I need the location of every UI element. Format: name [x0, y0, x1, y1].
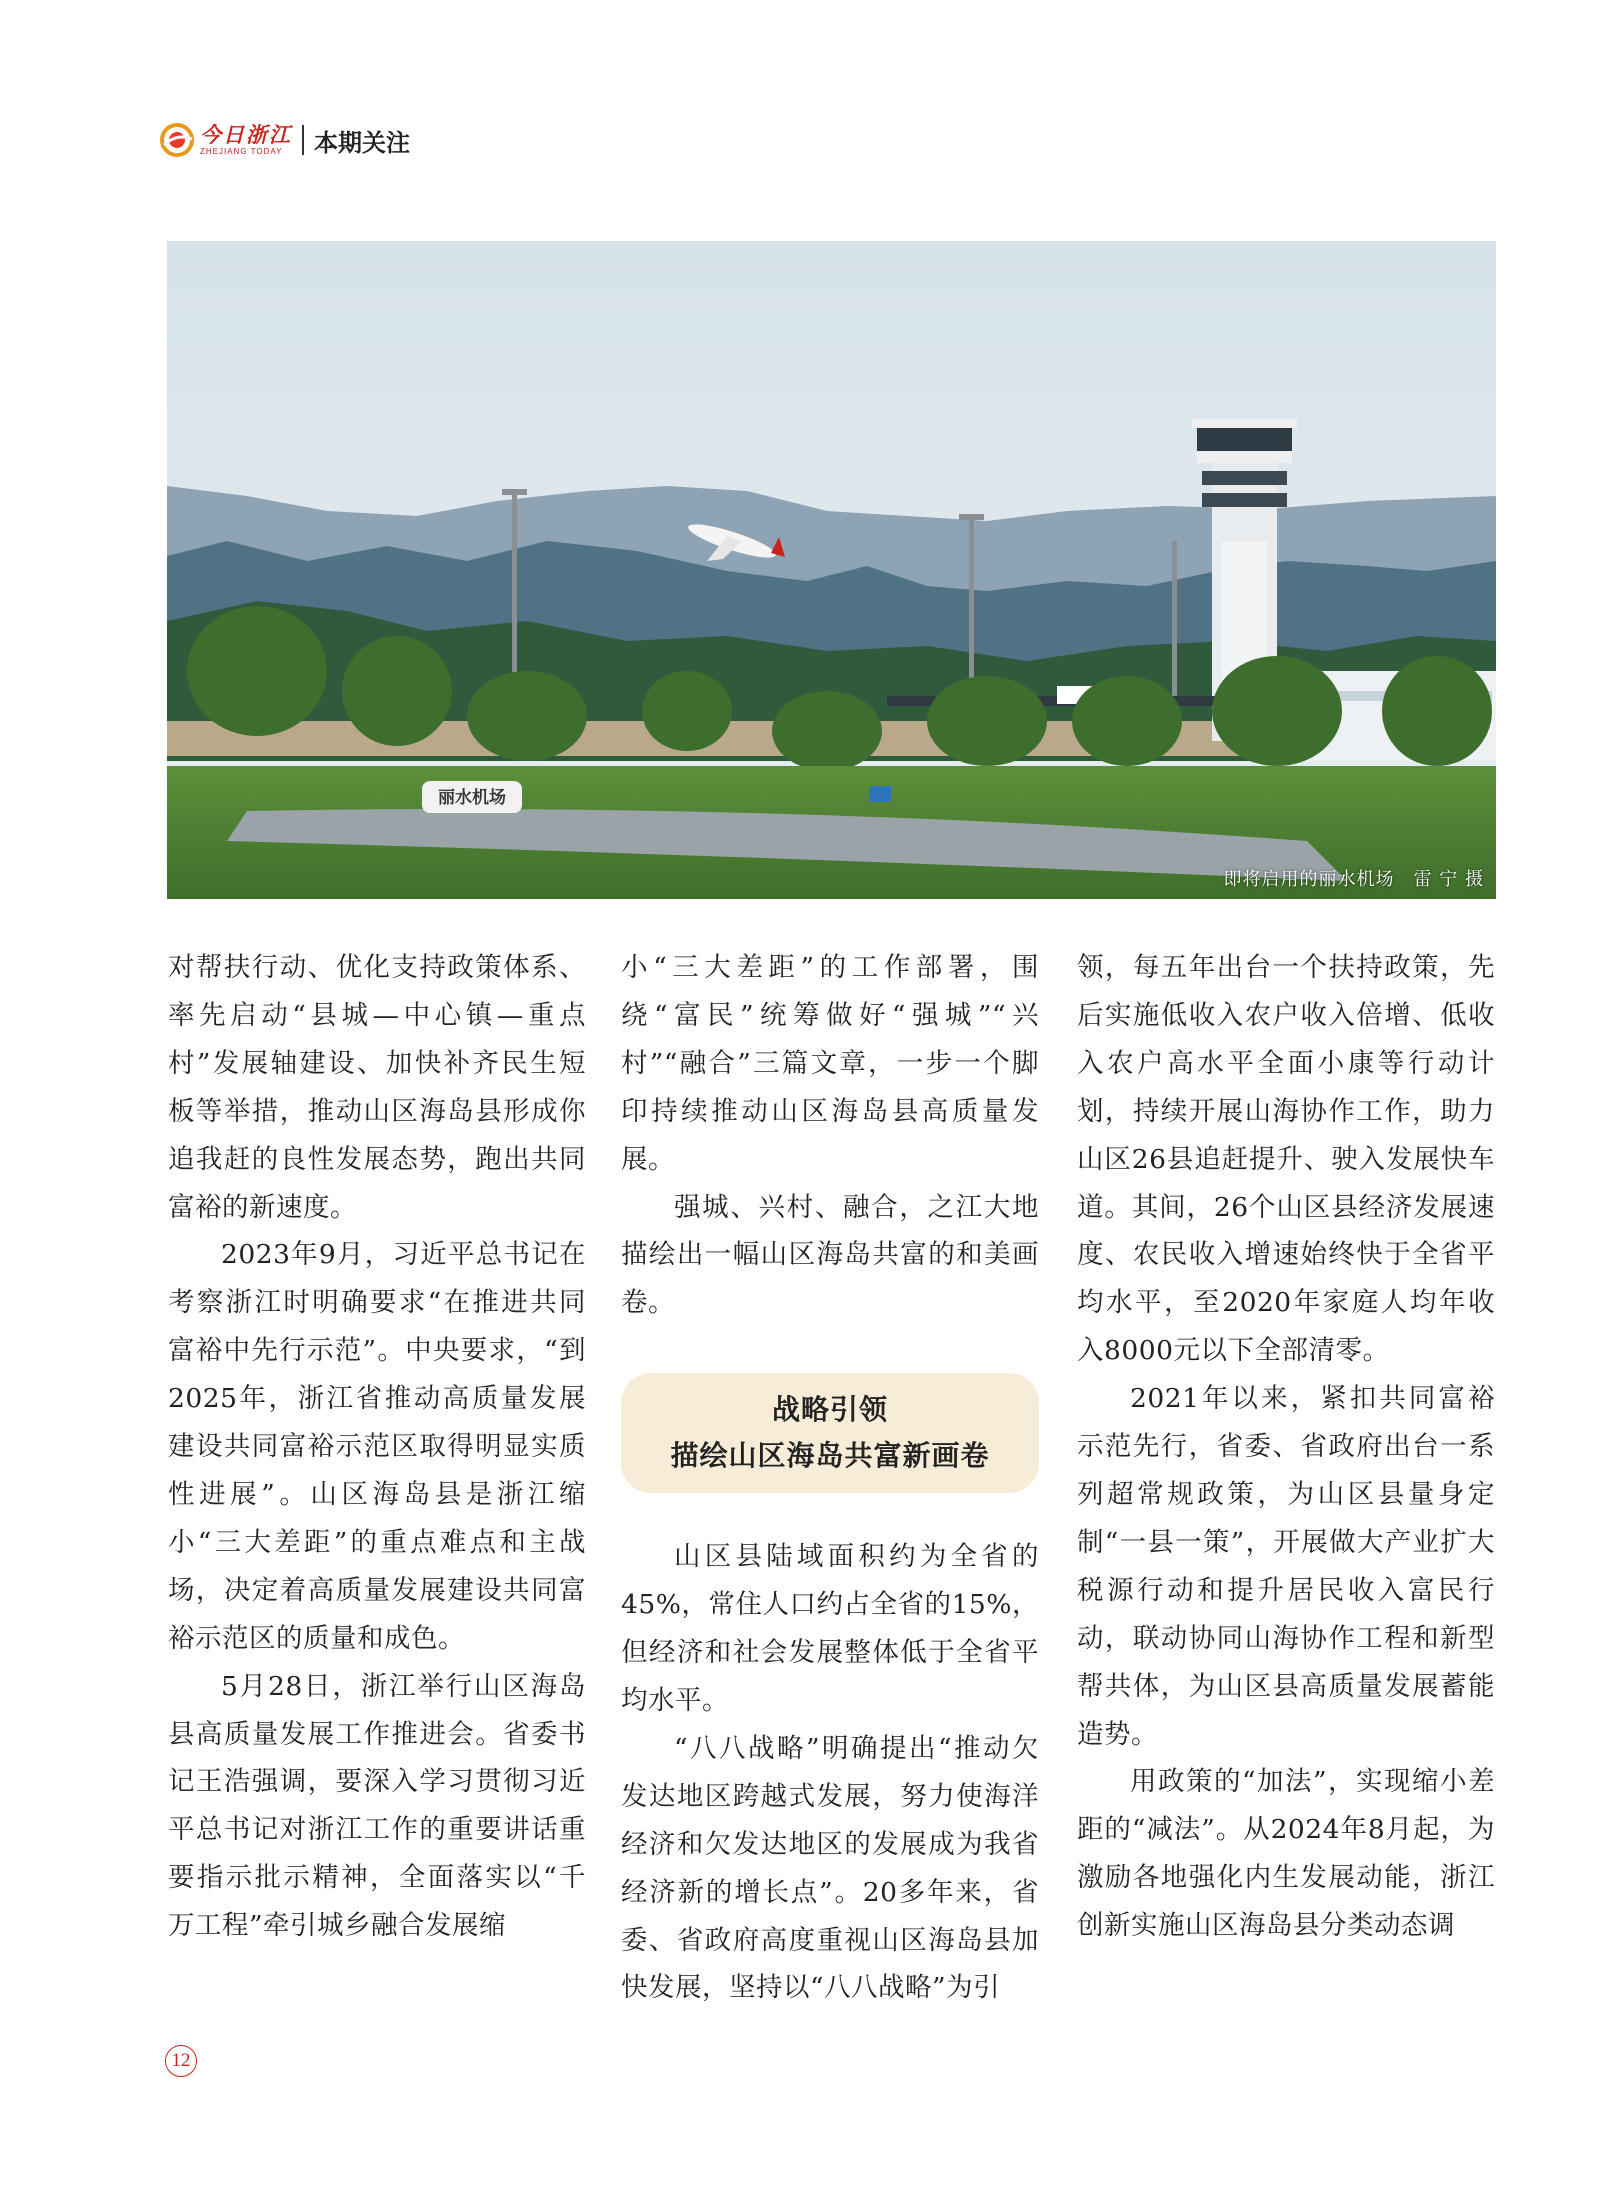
subheading-box: [621, 1373, 1039, 1493]
text-column-1: [168, 944, 586, 1950]
paragraph: 领，每五年出台一个扶持政策，先后实施低收入农户收入倍增、低收入农户高水平全面小康等行动计划，持续开展山海协作工作，助力山区26县追赶提升、驶入发展快车道。其间，26个山区县经济发展速度、农民收入增速始终快于全省平均水平，至2020年家庭人均年收入8000元以下全部清零。: [1077, 952, 1495, 1367]
paragraph: 对帮扶行动、优化支持政策体系、率先启动“县城—中心镇—重点村”发展轴建设、加快补齐民生短板等举措，推动山区海岛县形成你追我赶的良性发展态势，跑出共同富裕的新速度。: [168, 952, 586, 1223]
section-title: 本期关注: [314, 128, 410, 157]
header-divider: [302, 125, 304, 155]
subheading-line-1: 战略引领: [771, 1393, 888, 1427]
logo-icon: [160, 123, 194, 157]
paragraph: “八八战略”明确提出“推动欠发达地区跨越式发展，努力使海洋经济和欠发达地区的发展成为我省经济新的增长点”。20多年来，省委、省政府高度重视山区海岛县加快发展，坚持以“八八战略”为引: [621, 1732, 1039, 2004]
page-number: 12: [165, 2045, 197, 2077]
paragraph: 强城、兴村、融合，之江大地描绘出一幅山区海岛共富的和美画卷。: [621, 1191, 1039, 1319]
airport-sign: 丽水机场: [438, 788, 506, 808]
paragraph: 2021年以来，紧扣共同富裕示范先行，省委、省政府出台一系列超常规政策，为山区县量身定制“一县一策”，开展做大产业扩大税源行动和提升居民收入富民行动，联动协同山海协作工程和新型帮共体，为山区县高质量发展蓄能造势。: [1077, 1383, 1495, 1750]
paragraph: 用政策的“加法”，实现缩小差距的“减法”。从2024年8月起，为激励各地强化内生发展动能，浙江创新实施山区海岛县分类动态调: [1077, 1766, 1495, 1942]
subheading-line-2: 描绘山区海岛共富新画卷: [670, 1439, 990, 1473]
paragraph: 山区县陆域面积约为全省的45%，常住人口约占全省的15%，但经济和社会发展整体低于全省平均水平。: [621, 1541, 1039, 1716]
photo-caption: 即将启用的丽水机场 雷 宁 摄: [1223, 869, 1484, 890]
paragraph: 5月28日，浙江举行山区海岛县高质量发展工作推进会。省委书记王浩强调，要深入学习贯彻习近平总书记对浙江工作的重要讲话重要指示批示精神，全面落实以“千万工程”牵引城乡融合发展缩: [168, 1670, 586, 1942]
text-column-3: [1077, 944, 1495, 1950]
logo: [200, 122, 292, 156]
page-header: [160, 118, 410, 162]
paragraph: 2023年9月，习近平总书记在考察浙江时明确要求“在推进共同富裕中先行示范”。中央要求，“到2025年，浙江省推动高质量发展建设共同富裕示范区取得明显实质性进展”。山区海岛县是浙江缩小“三大差距”的重点难点和主战场，决定着高质量发展建设共同富裕示范区的质量和成色。: [168, 1239, 586, 1654]
logo-cn: 今日浙江: [200, 122, 292, 147]
logo-en: ZHEJIANG TODAY: [200, 146, 283, 156]
paragraph: 小“三大差距”的工作部署，围绕“富民”统筹做好“强城”“兴村”“融合”三篇文章，一步一个脚印持续推动山区海岛县高质量发展。: [621, 952, 1039, 1175]
airport-photo: [167, 241, 1496, 899]
text-column-2: [621, 944, 1039, 2012]
